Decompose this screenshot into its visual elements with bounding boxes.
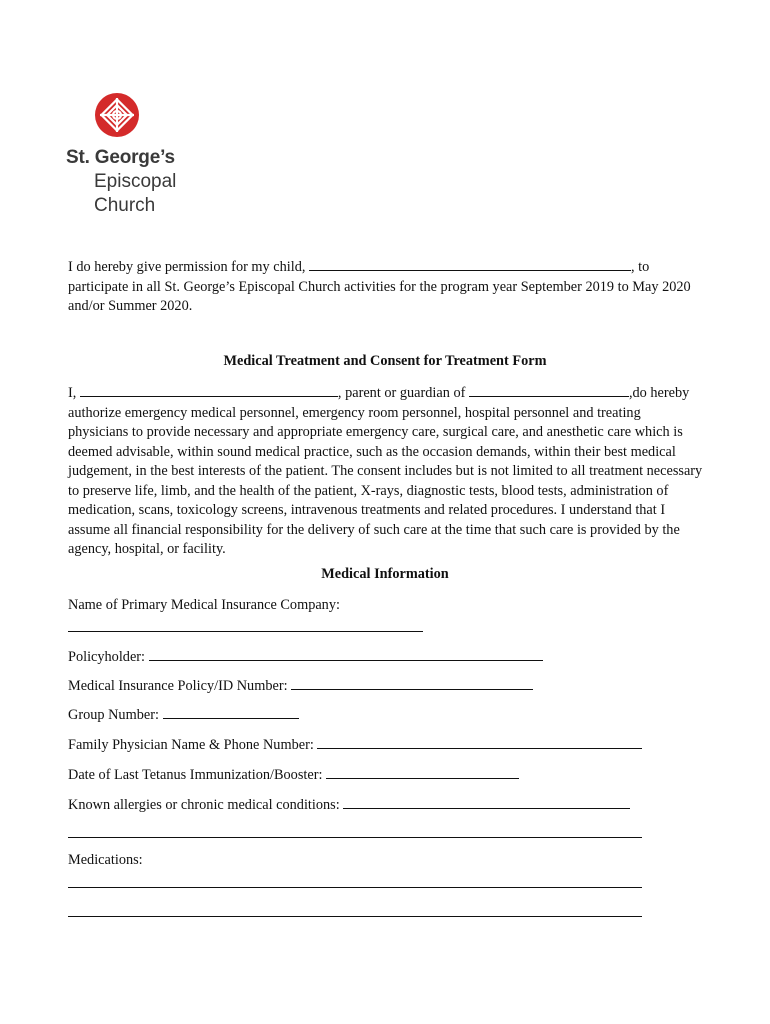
consent-text-mid: , parent or guardian of [337, 385, 469, 401]
policy-id-field[interactable] [291, 675, 533, 690]
logo-line-1: St. George’s [66, 147, 175, 168]
policyholder-row [68, 646, 543, 666]
consent-title: Medical Treatment and Consent for Treatment Form [223, 353, 547, 369]
medical-info-title: Medical Information [321, 566, 449, 582]
insurance-company-label: Name of Primary Medical Insurance Company: [68, 597, 340, 613]
consent-text-start: I, [68, 385, 80, 401]
guardian-of-field[interactable] [469, 382, 629, 397]
tetanus-label: Date of Last Tetanus Immunization/Booster: [68, 767, 327, 783]
allergies-label: Known allergies or chronic medical conditions: [68, 797, 344, 813]
celtic-cross-icon [94, 92, 140, 138]
group-number-label: Group Number: [68, 707, 163, 723]
church-name [66, 146, 226, 218]
logo-line-2: Episcopal [94, 171, 177, 192]
logo-line-3: Church [94, 195, 156, 216]
permission-text-before: I do hereby give permission for my child, [68, 259, 310, 275]
tetanus-date-field[interactable] [326, 764, 519, 779]
permission-paragraph [68, 256, 708, 317]
policy-id-row [68, 675, 533, 695]
allergies-field-line-2[interactable] [68, 837, 642, 838]
allergies-field[interactable] [343, 794, 630, 809]
child-name-field[interactable] [309, 256, 631, 271]
physician-label: Family Physician Name & Phone Number: [68, 737, 318, 753]
group-number-field[interactable] [163, 704, 299, 719]
policyholder-label: Policyholder: [68, 649, 149, 665]
policy-id-label: Medical Insurance Policy/ID Number: [68, 678, 292, 694]
medications-label: Medications: [68, 852, 143, 868]
physician-row [68, 734, 642, 754]
medications-field-line-1[interactable] [68, 887, 642, 888]
consent-paragraph [68, 382, 704, 560]
parent-name-field[interactable] [80, 382, 338, 397]
permission-text-after: , to participate in all St. George’s Episcopal Church activities for the program year September 2019 to May 2020 and/or Summer 2020. [68, 259, 691, 314]
group-number-row [68, 704, 299, 724]
physician-field[interactable] [317, 734, 642, 749]
policyholder-field[interactable] [149, 646, 543, 661]
medications-field-line-2[interactable] [68, 916, 642, 917]
tetanus-row [68, 764, 519, 784]
insurance-company-field[interactable] [68, 631, 423, 632]
allergies-row [68, 794, 630, 814]
consent-text-after: ,do hereby authorize emergency medical personnel, emergency room personnel, hospital personnel and treating physicians to provide necessary and appropriate emergency care, surgical care, and anesthetic care which is deemed advisable, within sound medical practice, such as the occasion demands, within their best medical judgement, in the best interests of the patient. The consent includes but is not limited to all treatment necessary to preserve life, limb, and the health of the patient, X-rays, diagnostic tests, blood tests, administration of medication, scans, toxicology screens, intravenous treatments and related procedures. I understand that I assume all financial responsibility for the delivery of such care at the time that such care is provided by the agency, hospital, or facility. [68, 385, 703, 557]
